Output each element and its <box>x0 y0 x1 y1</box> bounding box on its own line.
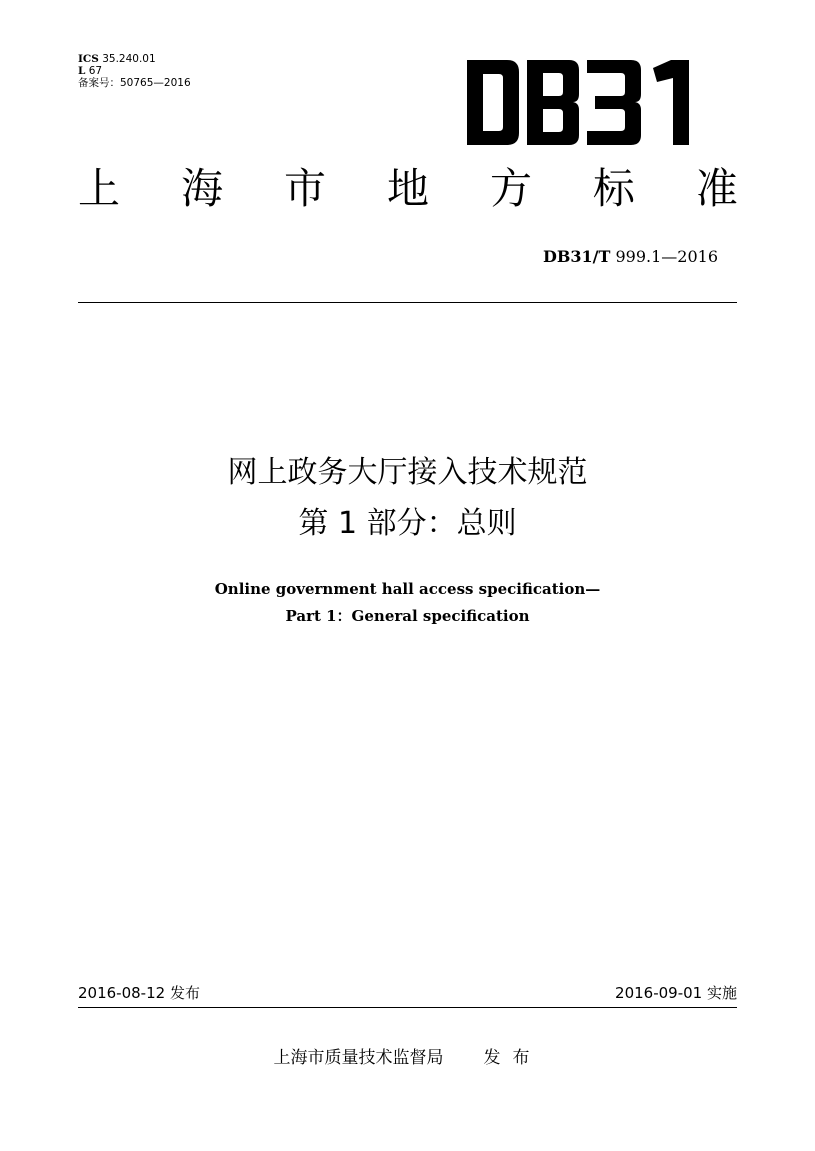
effective-date: 2016-09-01 实施 <box>615 984 737 1002</box>
title-char: 准 <box>695 164 738 213</box>
english-title-line2: Part 1：General specification <box>285 607 530 625</box>
ics-label: ICS <box>78 53 99 65</box>
title-char: 上 <box>78 164 121 213</box>
title-char: 标 <box>592 164 635 213</box>
english-title-line1: Online government hall access specification— <box>214 580 601 598</box>
class-value: 67 <box>88 65 103 77</box>
standard-number <box>543 248 718 266</box>
standard-type-title <box>78 163 738 215</box>
standard-code: 999.1—2016 <box>615 247 718 266</box>
classification-block <box>78 53 191 89</box>
db31-logo <box>467 60 695 145</box>
issuer-line <box>0 1046 815 1070</box>
standard-prefix: DB31/T <box>542 247 611 266</box>
document-title-line1: 网上政务大厅接入技术规范 <box>227 455 588 490</box>
title-char: 市 <box>283 164 326 213</box>
issuer-action: 发布 <box>483 1048 542 1068</box>
title-char: 海 <box>180 164 223 213</box>
footer-divider <box>78 1007 737 1008</box>
title-char: 地 <box>386 164 429 213</box>
record-number: 备案号：50765—2016 <box>78 77 191 89</box>
document-title-line2: 第 1 部分：总则 <box>298 506 517 541</box>
class-line <box>78 65 191 77</box>
title-char: 方 <box>489 164 532 213</box>
ics-line <box>78 53 191 65</box>
header-divider <box>78 302 737 303</box>
class-label: L <box>78 65 86 77</box>
ics-value: 35.240.01 <box>102 53 156 65</box>
issue-date: 2016-08-12 发布 <box>78 984 200 1002</box>
issuer-name: 上海市质量技术监督局 <box>273 1048 444 1068</box>
